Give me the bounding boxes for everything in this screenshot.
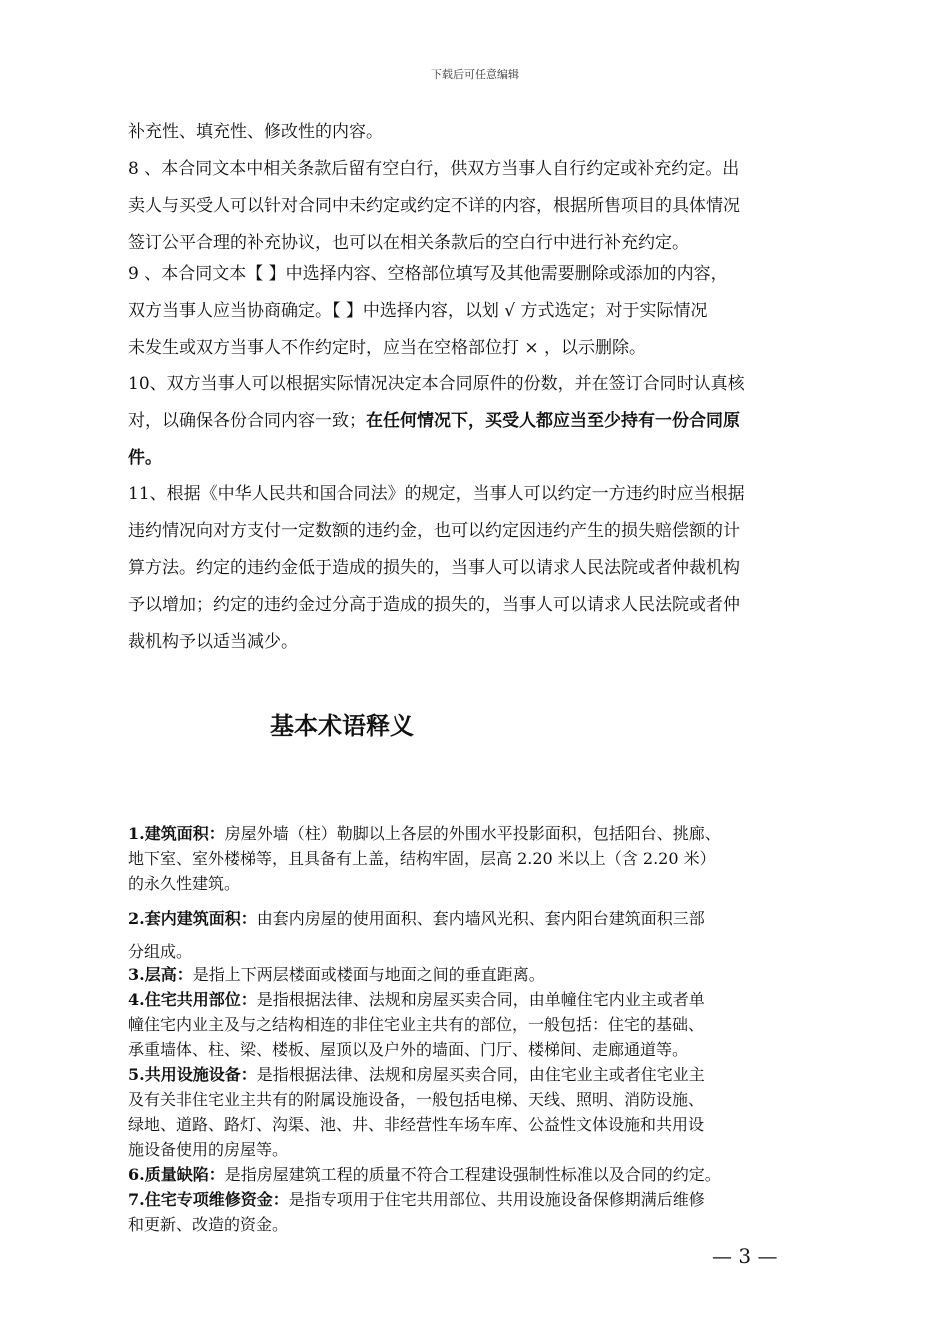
page-number: — 3 — [712,1244,778,1268]
term-text: 承重墙体、柱、梁、楼板、屋顶以及户外的墙面、门厅、楼梯间、走廊通道等。 [128,1040,689,1059]
text-line: 裁机构予以适当减少。 [128,632,298,652]
term-text: 由套内房屋的使用面积、套内墙风光积、套内阳台建筑面积三部 [256,909,705,928]
term-label: 3.层高： [128,965,193,984]
text-line: 8 、本合同文本中相关条款后留有空白行，供双方当事人自行约定或补充约定。出 [128,159,740,179]
section-title: 基本术语释义 [270,711,414,740]
term-label: 1.建筑面积： [128,824,225,843]
term-label: 6.质量缺陷： [128,1165,225,1184]
text-line: 补充性、填充性、修改性的内容。 [128,122,383,142]
emphasis-text: 在任何情况下，买受人都应当至少持有一份合同原 [366,411,740,431]
term-text: 幢住宅内业主及与之结构相连的非住宅业主共有的部位，一般包括：住宅的基础、 [128,1015,705,1034]
term-text: 施设备使用的房屋等。 [128,1140,289,1159]
term-text: 的永久性建筑。 [128,874,241,893]
text-line [128,403,828,440]
term-definition [128,1187,828,1237]
term-label: 7.住宅专项维修资金： [128,1190,289,1209]
term-text: 绿地、道路、路灯、沟渠、池、井、非经营性车场车库、公益性文体设施和共用设 [128,1115,705,1134]
term-text: 是指上下两层楼面或楼面与地面之间的垂直距离。 [192,965,545,984]
text-line: 予以增加；约定的违约金过分高于造成的损失的，当事人可以请求人民法院或者仲 [128,595,740,615]
term-definition [128,1162,828,1187]
term-text: 分组成。 [128,942,193,961]
text-line: 9 、本合同文本【 】中选择内容、空格部位填写及其他需要删除或添加的内容， [128,264,728,284]
emphasis-text: 件。 [128,448,162,468]
term-definition [128,1062,828,1162]
term-text: 及有关非住宅业主共有的附属设施设备，一般包括电梯、天线、照明、消防设施、 [128,1090,705,1109]
text-line: 算方法。约定的违约金低于造成的损失的，当事人可以请求人民法院或者仲裁机构 [128,558,740,578]
term-text: 是指房屋建筑工程的质量不符合工程建设强制性标准以及合同的约定。 [224,1165,721,1184]
term-definition [128,902,828,968]
term-definition [128,821,828,896]
term-label: 4.住宅共用部位： [128,990,257,1009]
term-text: 是指根据法律、法规和房屋买卖合同，由住宅业主或者住宅业主 [256,1065,705,1084]
text-line: 10、双方当事人可以根据实际情况决定本合同原件的份数，并在签订合同时认真核 [128,374,745,394]
paragraph-clause-9 [128,256,828,367]
term-text: 地下室、室外楼梯等，且具备有上盖，结构牢固，层高 2.20 米以上（含 2.20 米） [128,849,716,868]
term-text: 是指根据法律、法规和房屋买卖合同，由单幢住宅内业主或者单 [256,990,705,1009]
page-header: 下载后可任意编辑 [431,68,519,81]
text-line: 签订公平合理的补充协议，也可以在相关条款后的空白行中进行补充约定。 [128,233,689,253]
term-label: 5.共用设施设备： [128,1065,257,1084]
text-line: 未发生或双方当事人不作约定时，应当在空格部位打 × ，以示删除。 [128,338,647,358]
term-text: 房屋外墙（柱）勒脚以上各层的外围水平投影面积，包括阳台、挑廊、 [224,824,721,843]
paragraph-clause-10 [128,366,828,477]
term-label: 2.套内建筑面积： [128,909,257,928]
text-line: 11、根据《中华人民共和国合同法》的规定，当事人可以约定一方违约时应当根据 [128,484,745,504]
text-line: 违约情况向对方支付一定数额的违约金，也可以约定因违约产生的损失赔偿额的计 [128,521,740,541]
paragraph-clause-8 [128,151,828,262]
term-definition [128,962,828,987]
term-text: 和更新、改造的资金。 [128,1215,289,1234]
term-definition [128,987,828,1062]
plain-text: 对，以确保各份合同内容一致； [128,411,366,431]
text-line: 卖人与买受人可以针对合同中未约定或约定不详的内容，根据所售项目的具体情况 [128,196,740,216]
text-line: 双方当事人应当协商确定。【 】中选择内容，以划 √ 方式选定；对于实际情况 [128,301,708,321]
term-text: 是指专项用于住宅共用部位、共用设施设备保修期满后维修 [288,1190,705,1209]
paragraph-clause-11 [128,476,828,661]
paragraph-continued [128,114,828,151]
